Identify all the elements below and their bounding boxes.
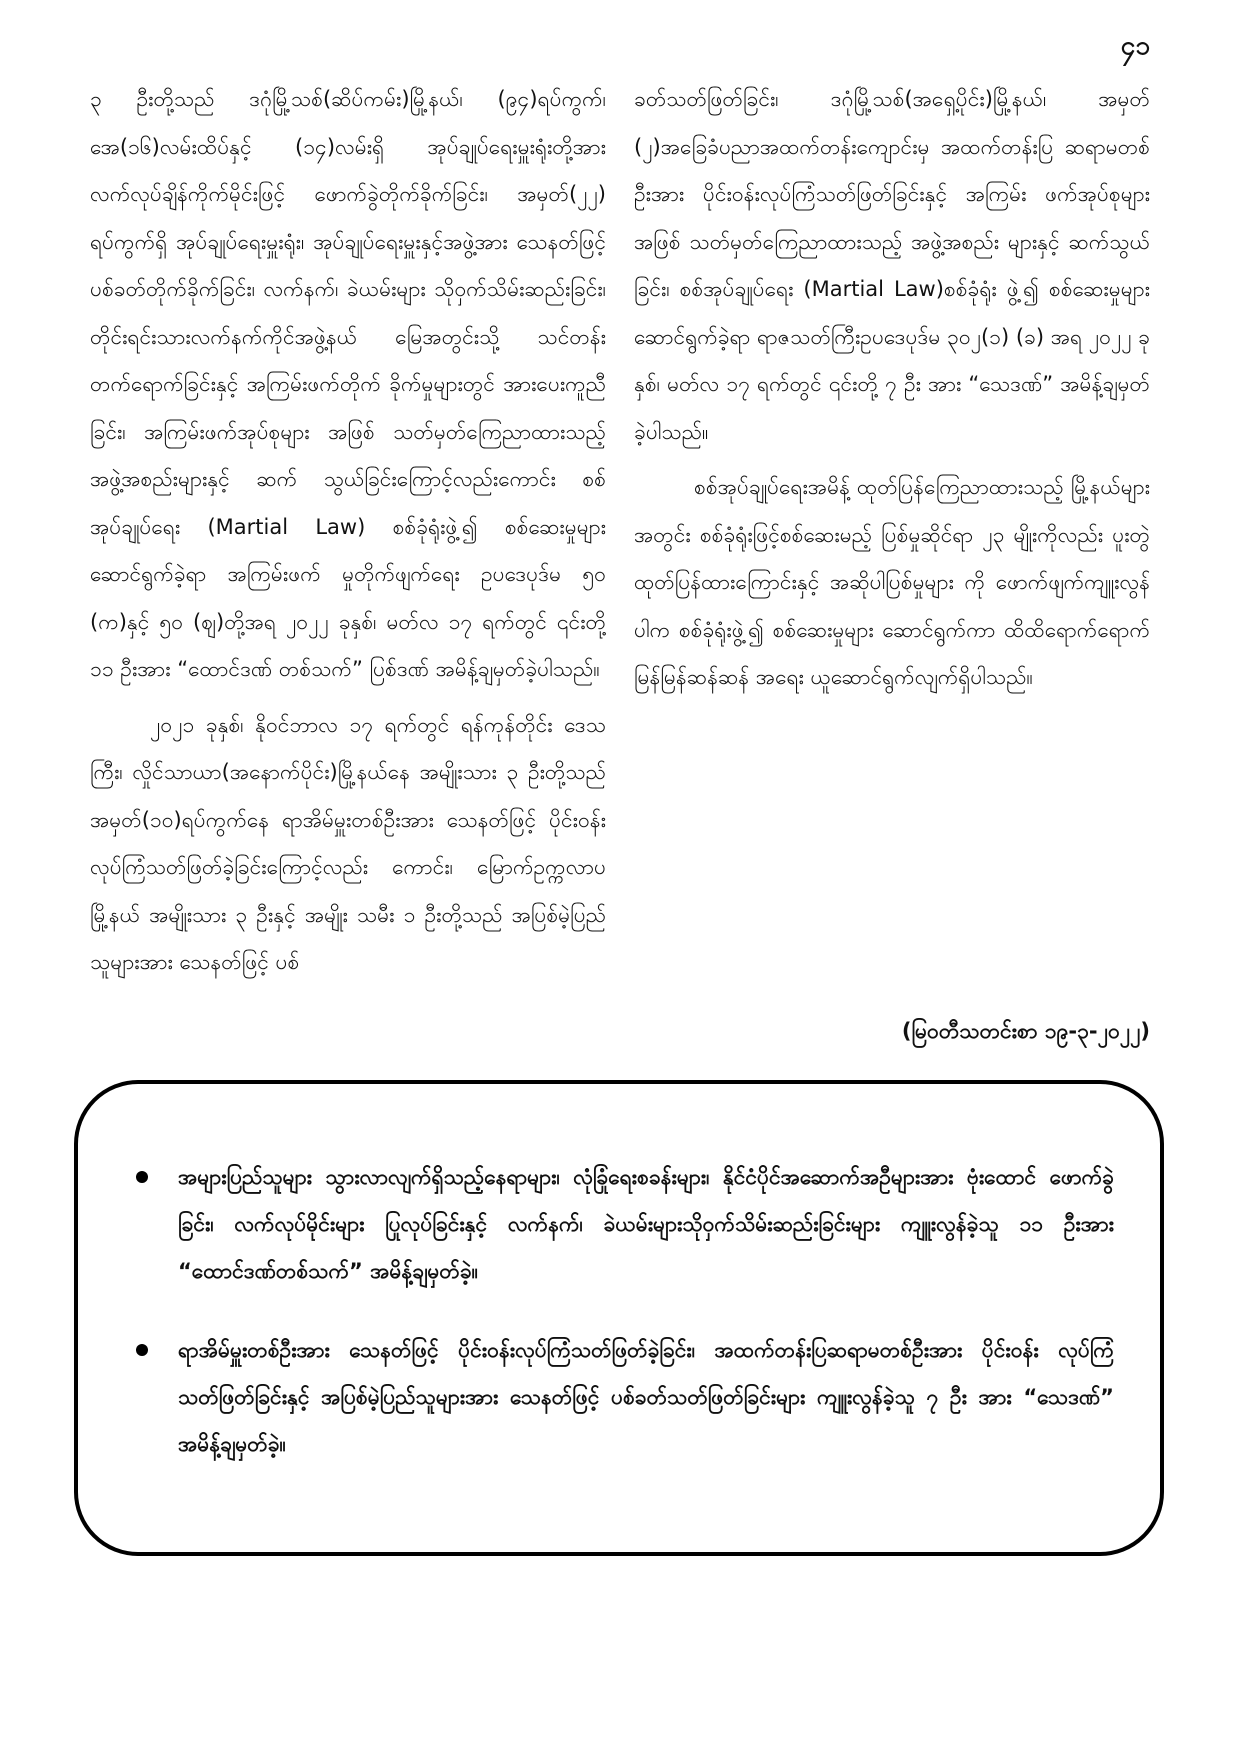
- page-number: ၄၁: [1120, 31, 1150, 61]
- right-paragraph-2: စစ်အုပ်ချုပ်ရေးအမိန့် ထုတ်ပြန်ကြေညာထားသည့် မြို့နယ်များအတွင်း စစ်ခုံရုံးဖြင့်စစ်ဆေးမည့် ပြစ်မှုဆိုင်ရာ ၂၃ မျိုးကိုလည်း ပူးတွဲထုတ်ပြန်ထားကြောင်းနှင့် အဆိုပါပြစ်မှုများ ကို ဖောက်ဖျက်ကျူးလွန်ပါက စစ်ခုံရုံးဖွဲ့၍ စစ်ဆေးမှုများ ဆောင်ရွက်ကာ ထိထိရောက်ရောက် မြန်မြန်ဆန်ဆန် အရေး ယူဆောင်ရွက်လျက်ရှိပါသည်။: [634, 475, 1150, 689]
- left-paragraph-1: ၃ ဦးတို့သည် ဒဂုံမြို့သစ်(ဆိပ်ကမ်း)မြို့နယ်၊ (၉၄)ရပ်ကွက်၊ အေ(၁၆)လမ်းထိပ်နှင့် (၁၄)လမ်းရှိ အုပ်ချုပ်ရေးမှူးရုံးတို့အား လက်လုပ်ချိန်ကိုက်မိုင်းဖြင့် ဖောက်ခွဲတိုက်ခိုက်ခြင်း၊ အမှတ်(၂၂) ရပ်ကွက်ရှိ အုပ်ချုပ်ရေးမှူးရုံး၊ အုပ်ချုပ်ရေးမှူးနှင့်အဖွဲ့အား သေနတ်ဖြင့် ပစ်ခတ်တိုက်ခိုက်ခြင်း၊ လက်နက်၊ ခဲယမ်းများ သိုဝှက်သိမ်းဆည်းခြင်း၊ တိုင်းရင်းသားလက်နက်ကိုင်အဖွဲ့နယ် မြေအတွင်းသို့ သင်တန်းတက်ရောက်ခြင်းနှင့် အကြမ်းဖက်တိုက် ခိုက်မှုများတွင် အားပေးကူညီခြင်း၊ အကြမ်းဖက်အုပ်စုများ အဖြစ် သတ်မှတ်ကြေညာထားသည့် အဖွဲ့အစည်းများနှင့် ဆက် သွယ်ခြင်းကြောင့်လည်းကောင်း စစ်အုပ်ချုပ်ရေး (Martial Law) စစ်ခုံရုံးဖွဲ့၍ စစ်ဆေးမှုများဆောင်ရွက်ခဲ့ရာ အကြမ်းဖက် မှုတိုက်ဖျက်ရေး ဥပဒေပုဒ်မ ၅၀ (က)နှင့် ၅၀ (ဈ)တို့အရ ၂၀၂၂ ခုနှစ်၊ မတ်လ ၁၇ ရက်တွင် ၎င်းတို့ ၁၁ ဦးအား “ထောင်ဒဏ် တစ်သက်” ပြစ်ဒဏ် အမိန့်ချမှတ်ခဲ့ပါသည်။: [90, 87, 606, 681]
- right-column: [634, 76, 1150, 987]
- bullet-icon: [136, 1171, 148, 1183]
- summary-list: [136, 1154, 1114, 1468]
- bullet-icon: [136, 1344, 148, 1356]
- right-paragraph-1: ခတ်သတ်ဖြတ်ခြင်း၊ ဒဂုံမြို့သစ်(အရှေ့ပိုင်း)မြို့နယ်၊ အမှတ် (၂)အခြေခံပညာအထက်တန်းကျောင်းမှ အထက်တန်းပြ ဆရာမတစ်ဦးအား ပိုင်းဝန်းလုပ်ကြံသတ်ဖြတ်ခြင်းနှင့် အကြမ်း ဖက်အုပ်စုများအဖြစ် သတ်မှတ်ကြေညာထားသည့် အဖွဲ့အစည်း များနှင့် ဆက်သွယ်ခြင်း၊ စစ်အုပ်ချုပ်ရေး (Martial Law)စစ်ခုံရုံး ဖွဲ့၍ စစ်ဆေးမှုများဆောင်ရွက်ခဲ့ရာ ရာဇသတ်ကြီးဥပဒေပုဒ်မ ၃၀၂(၁) (ခ) အရ ၂၀၂၂ ခုနှစ်၊ မတ်လ ၁၇ ရက်တွင် ၎င်းတို့ ၇ ဦး အား “သေဒဏ်” အမိန့်ချမှတ်ခဲ့ပါသည်။: [634, 87, 1150, 444]
- left-paragraph-2: ၂၀၂၁ ခုနှစ်၊ နိုဝင်ဘာလ ၁၇ ရက်တွင် ရန်ကုန်တိုင်း ဒေသကြီး၊ လှိုင်သာယာ(အနောက်ပိုင်း)မြို့နယ်နေ အမျိုးသား ၃ ဦးတို့သည် အမှတ်(၁၀)ရပ်ကွက်နေ ရာအိမ်မှူးတစ်ဦးအား သေနတ်ဖြင့် ပိုင်းဝန်းလုပ်ကြံသတ်ဖြတ်ခဲ့ခြင်းကြောင့်လည်း ကောင်း၊ မြောက်ဥက္ကလာပမြို့နယ် အမျိုးသား ၃ ဦးနှင့် အမျိုး သမီး ၁ ဦးတို့သည် အပြစ်မဲ့ပြည်သူများအား သေနတ်ဖြင့် ပစ်: [90, 712, 606, 974]
- summary-item: [136, 1327, 1114, 1468]
- left-column: [90, 76, 606, 987]
- summary-item: [136, 1154, 1114, 1295]
- summary-item-text: အများပြည်သူများ သွားလာလျက်ရှိသည့်နေရာများ၊ လုံခြုံရေးစခန်းများ၊ နိုင်ငံပိုင်အဆောက်အဦများအား ဗုံးထောင် ဖောက်ခွဲခြင်း၊ လက်လုပ်မိုင်းများ ပြုလုပ်ခြင်းနှင့် လက်နက်၊ ခဲယမ်းများသိုဝှက်သိမ်းဆည်းခြင်းများ ကျူးလွန်ခဲ့သူ ၁၁ ဦးအား “ထောင်ဒဏ်တစ်သက်” အမိန့်ချမှတ်ခဲ့။: [178, 1165, 1114, 1283]
- summary-box: [74, 1080, 1164, 1556]
- source-citation: (မြဝတီသတင်းစာ ၁၉-၃-၂၀၂၂): [901, 1019, 1150, 1043]
- article-columns: [90, 76, 1150, 987]
- summary-item-text: ရာအိမ်မှူးတစ်ဦးအား သေနတ်ဖြင့် ပိုင်းဝန်းလုပ်ကြံသတ်ဖြတ်ခဲ့ခြင်း၊ အထက်တန်းပြဆရာမတစ်ဦးအား ပိုင်းဝန်း လုပ်ကြံသတ်ဖြတ်ခြင်းနှင့် အပြစ်မဲ့ပြည်သူများအား သေနတ်ဖြင့် ပစ်ခတ်သတ်ဖြတ်ခြင်းများ ကျူးလွန်ခဲ့သူ ၇ ဦး အား “သေဒဏ်” အမိန့်ချမှတ်ခဲ့။: [178, 1338, 1114, 1456]
